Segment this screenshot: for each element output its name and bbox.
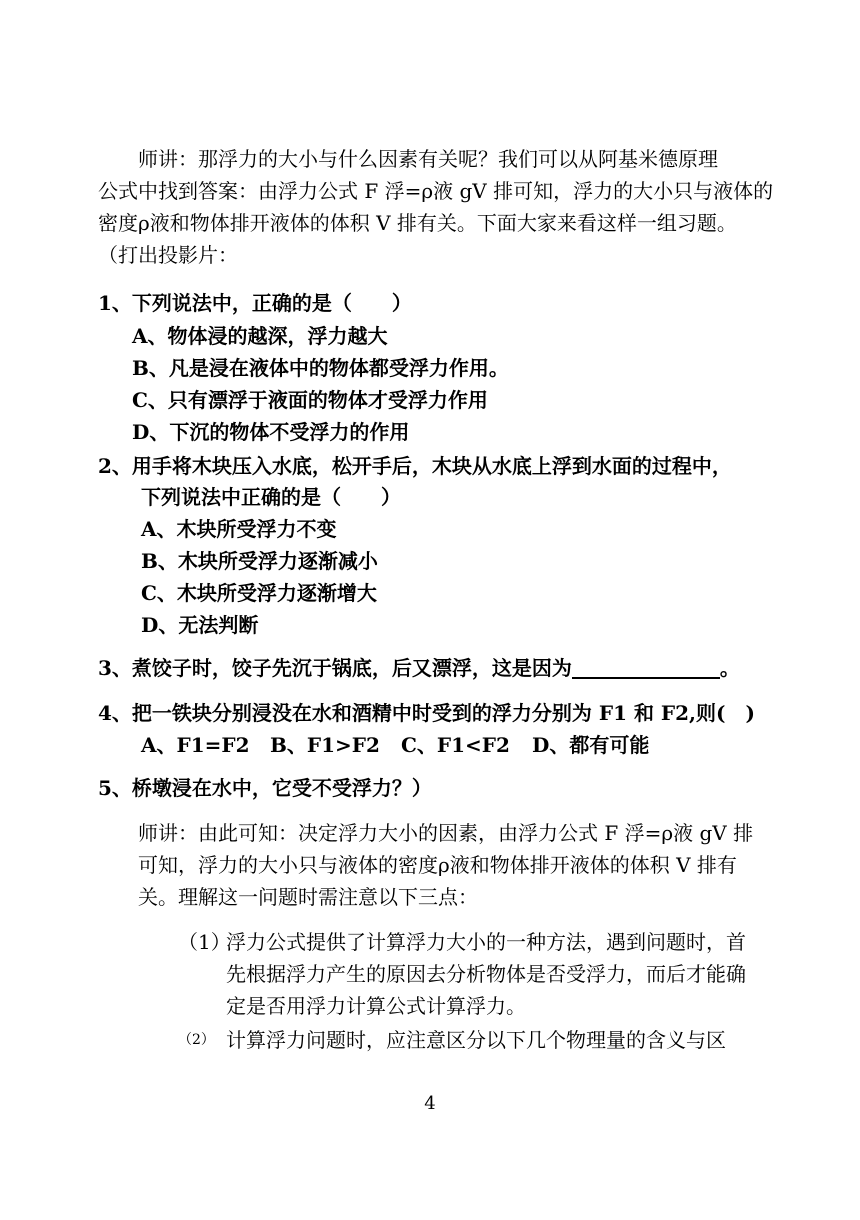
note-1-line: 先根据浮力产生的原因去分析物体是否受浮力，而后才能确 <box>226 962 746 986</box>
answer-blank <box>572 655 720 679</box>
question-2-option-b: B、木块所受浮力逐渐减小 <box>141 549 378 573</box>
question-4-option-d: D、都有可能 <box>532 733 650 757</box>
note-1-line: 浮力公式提供了计算浮力大小的一种方法，遇到问题时，首 <box>226 930 746 954</box>
intro-paragraph <box>98 143 788 271</box>
question-3-stem: 3、煮饺子时，饺子先沉于锅底，后又漂浮，这是因为 <box>98 656 572 680</box>
question-2-option-c: C、木块所受浮力逐渐增大 <box>141 581 377 605</box>
page-number: 4 <box>424 1093 436 1114</box>
question-5-stem: 5、桥墩浸在水中，它受不受浮力？） <box>98 776 432 800</box>
note-2-line: 计算浮力问题时，应注意区分以下几个物理量的含义与区 <box>226 1028 726 1052</box>
question-1-option-d: D、下沉的物体不受浮力的作用 <box>132 420 410 444</box>
question-2-stem-cont: 下列说法中正确的是（ ） <box>141 485 401 509</box>
question-1-option-c: C、只有漂浮于液面的物体才受浮力作用 <box>132 388 488 412</box>
question-1-stem: 1、下列说法中，正确的是（ ） <box>98 291 412 315</box>
question-4-option-b: B、F1>F2 <box>270 733 380 757</box>
question-4-option-a: A、F1=F2 <box>141 733 250 757</box>
question-2-option-d: D、无法判断 <box>141 613 259 637</box>
note-2-number: （2） <box>178 1032 215 1048</box>
note-2 <box>178 1024 788 1056</box>
question-1-option-a: A、物体浸的越深，浮力越大 <box>132 324 388 348</box>
question-3-end: 。 <box>719 656 740 680</box>
intro-line: （打出投影片： <box>98 243 238 267</box>
question-3 <box>98 652 740 684</box>
note-1 <box>178 926 788 1022</box>
teacher-paragraph <box>138 817 788 913</box>
note-1-number: （1） <box>178 930 231 954</box>
question-1-option-b: B、凡是浸在液体中的物体都受浮力作用。 <box>132 356 509 380</box>
note-1-line: 定是否用浮力计算公式计算浮力。 <box>226 994 526 1018</box>
question-4-option-c: C、F1<F2 <box>401 733 510 757</box>
intro-line: 师讲：那浮力的大小与什么因素有关呢？我们可以从阿基米德原理 <box>138 147 718 171</box>
teacher-line: 关。理解这一问题时需注意以下三点： <box>138 885 478 909</box>
question-2-option-a: A、木块所受浮力不变 <box>141 517 337 541</box>
teacher-line: 可知，浮力的大小只与液体的密度ρ液和物体排开液体的体积 V 排有 <box>138 853 737 877</box>
intro-line: 密度ρ液和物体排开液体的体积 V 排有关。下面大家来看这样一组习题。 <box>98 211 737 235</box>
question-2-stem: 2、用手将木块压入水底，松开手后，木块从水底上浮到水面的过程中， <box>98 454 732 478</box>
question-4-stem: 4、把一铁块分别浸没在水和酒精中时受到的浮力分别为 F1 和 F2,则( ) <box>98 701 755 725</box>
teacher-line: 师讲：由此可知：决定浮力大小的因素，由浮力公式 F 浮=ρ液 gV 排 <box>138 821 754 845</box>
intro-line: 公式中找到答案：由浮力公式 F 浮=ρ液 gV 排可知，浮力的大小只与液体的 <box>98 179 774 203</box>
